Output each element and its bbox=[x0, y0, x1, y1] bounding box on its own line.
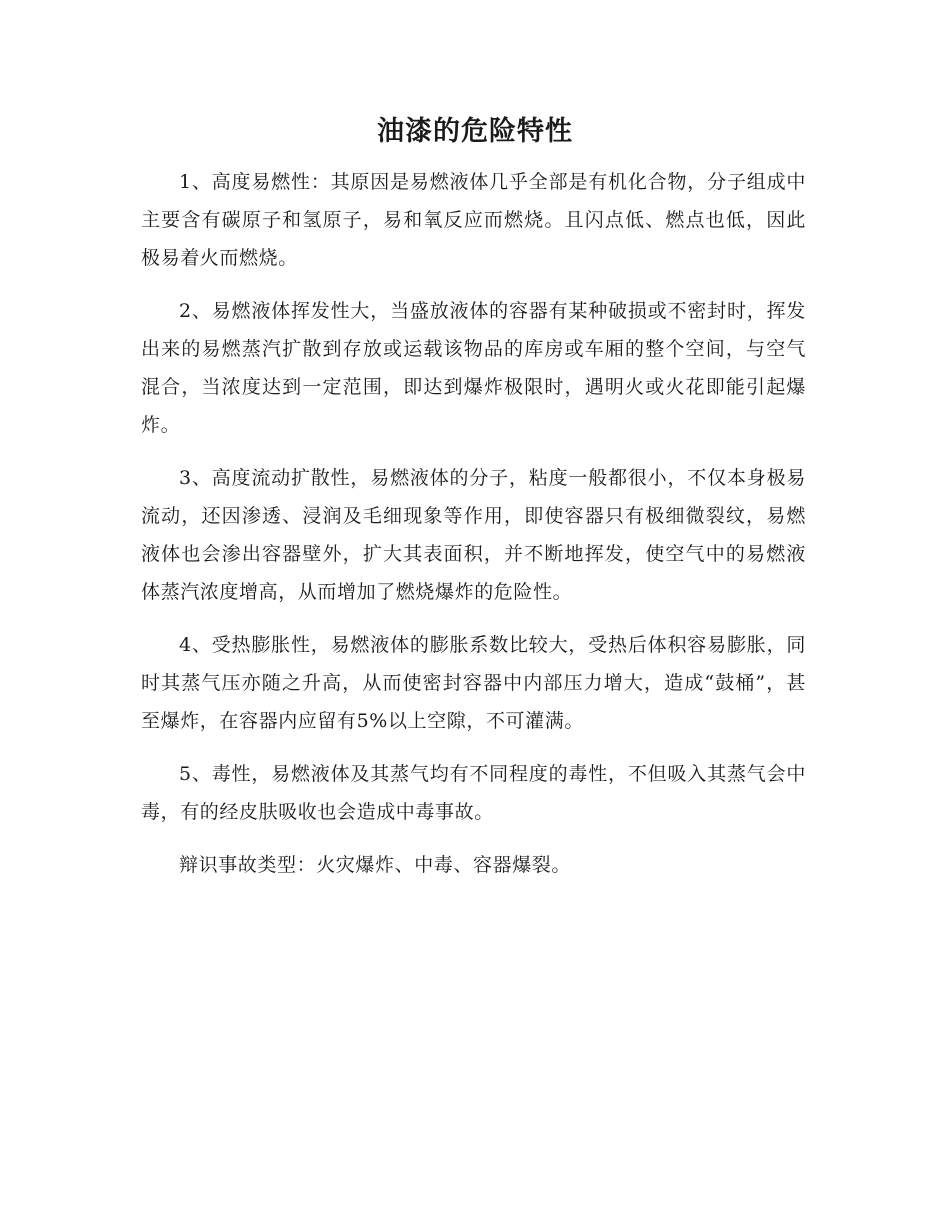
paragraph-volatility: 2、易燃液体挥发性大，当盛放液体的容器有某种破损或不密封时，挥发出来的易燃蒸汽扩散到存放或运载该物品的库房或车厢的整个空间，与空气混合，当浓度达到一定范围，即达到爆炸极限时，遇明火或火花即能引起爆炸。 bbox=[141, 300, 806, 436]
document-body bbox=[141, 163, 806, 899]
page-title: 油漆的危险特性 bbox=[377, 116, 573, 147]
paragraph-flammability: 1、高度易燃性：其原因是易燃液体几乎全部是有机化合物，分子组成中主要含有碳原子和氢原子，易和氧反应而燃烧。且闪点低、燃点也低，因此极易着火而燃烧。 bbox=[141, 171, 806, 269]
paragraph-fluidity: 3、高度流动扩散性，易燃液体的分子，粘度一般都很小，不仅本身极易流动，还因渗透、浸润及毛细现象等作用，即使容器只有极细微裂纹，易燃液体也会渗出容器壁外，扩大其表面积，并不断地挥发，使空气中的易燃液体蒸汽浓度增高，从而增加了燃烧爆炸的危险性。 bbox=[141, 467, 806, 603]
paragraph-thermal-expansion: 4、受热膨胀性，易燃液体的膨胀系数比较大，受热后体积容易膨胀，同时其蒸气压亦随之升高，从而使密封容器中内部压力增大，造成“鼓桶”，甚至爆炸，在容器内应留有5%以上空隙，不可灌满。 bbox=[141, 634, 806, 732]
paragraph-accident-types: 辩识事故类型：火灾爆炸、中毒、容器爆裂。 bbox=[179, 854, 572, 876]
paragraph-toxicity: 5、毒性，易燃液体及其蒸气均有不同程度的毒性，不但吸入其蒸气会中毒，有的经皮肤吸收也会造成中毒事故。 bbox=[141, 763, 806, 823]
